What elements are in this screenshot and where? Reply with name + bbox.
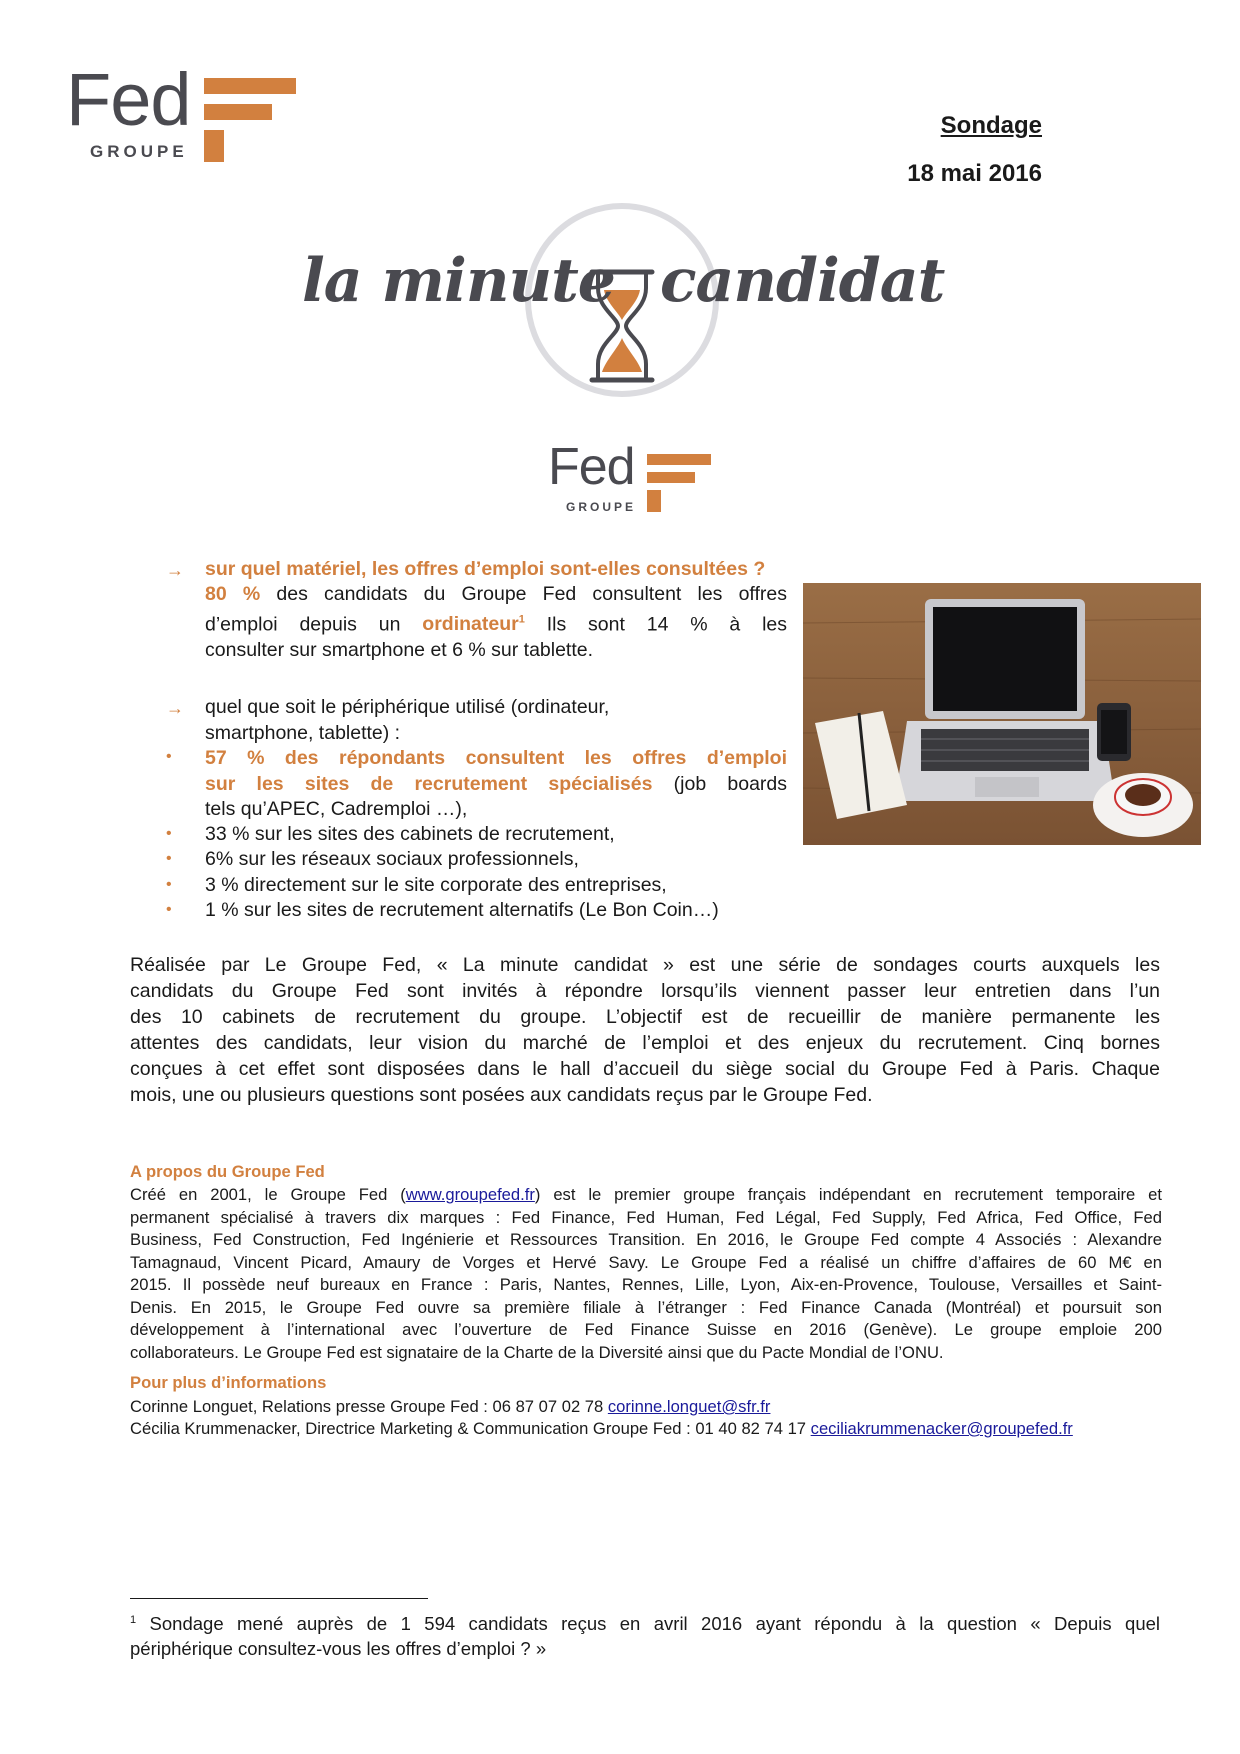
- q1-body: [205, 582, 787, 663]
- footnote-ref: 1: [518, 613, 525, 626]
- about-line: Denis. En 2015, le Groupe Fed ouvre sa première filiale à l’étranger : Fed Finance Canada (Montréal) et poursuit son: [130, 1297, 1162, 1317]
- q2-bullet-1-rest: (job boards: [673, 772, 787, 795]
- q2-bullet-5: 1 % sur les sites de recrutement alternatifs (Le Bon Coin…): [205, 899, 719, 921]
- about-heading: A propos du Groupe Fed: [130, 1162, 325, 1181]
- document-date: 18 mai 2016: [907, 160, 1042, 187]
- fed-f-mark-icon: [204, 78, 296, 162]
- footnote-line-1-text: Sondage mené auprès de 1 594 candidats reçus en avril 2016 ayant répondu à la question « Depuis quel: [149, 1613, 1161, 1635]
- about-line: Business, Fed Construction, Fed Ingénierie et Ressources Transition. En 2016, le Groupe Fed compte 4 Associés : Alexandre: [130, 1230, 1162, 1249]
- about-line: Tamagnaud, Vincent Picard, Amaury de Vorges et Hervé Savy. Le Groupe Fed a réalisé un chiffre d’affaires de 60 M€ en: [130, 1252, 1162, 1272]
- q1-line-3: consulter sur smartphone et 6 % sur tablette.: [205, 638, 594, 661]
- bullet-icon: •: [166, 825, 172, 842]
- q2-line-2: smartphone, tablette) :: [205, 722, 401, 744]
- intro-line: candidats du Groupe Fed sont invités à répondre lorsqu’ils viennent passer leur entretien dans l’un: [130, 980, 1160, 1002]
- header-logo-wordmark: Fed: [66, 58, 191, 141]
- q2-bullet-1-line-3: tels qu’APEC, Cadremploi …),: [205, 798, 468, 820]
- q1-device-text: ordinateur: [422, 613, 519, 635]
- footnote-divider: [130, 1598, 428, 1599]
- q2-bullet-4: 3 % directement sur le site corporate des entreprises,: [205, 874, 667, 896]
- q1-line-2-pre: d’emploi depuis un: [205, 613, 401, 635]
- about-line: collaborateurs. Le Groupe Fed est signataire de la Charte de la Diversité ainsi que du Pacte Mondial de l’ONU.: [130, 1342, 944, 1362]
- banner-brand-subtitle: GROUPE: [566, 500, 637, 514]
- q1-device: [422, 613, 525, 635]
- q2-bullet-1-line-1: 57 % des répondants consultent les offres d’emploi: [205, 747, 787, 769]
- laptop-photo: [803, 583, 1201, 845]
- intro-line: attentes des candidats, leur vision du marché de l’emploi et des enjeux du recrutement. Cinq bornes: [130, 1032, 1160, 1054]
- header-logo-subtitle: GROUPE: [90, 142, 188, 161]
- about-line: 2015. Il possède neuf bureaux en France : Paris, Nantes, Rennes, Lille, Lyon, Aix-en-Provence, Toulouse, Versailles et Saint-: [130, 1275, 1162, 1294]
- about-paragraph: [130, 1184, 1162, 1364]
- contact-1-text: Corinne Longuet, Relations presse Groupe Fed : 06 87 07 02 78: [130, 1397, 608, 1416]
- bullet-icon: •: [166, 748, 172, 765]
- q1-line-1: [205, 582, 787, 608]
- q1-title: sur quel matériel, les offres d’emploi sont-elles consultées ?: [205, 558, 766, 580]
- contact-line-1: [130, 1396, 770, 1418]
- header-logo: [66, 60, 296, 170]
- document-type: Sondage: [940, 112, 1042, 139]
- banner-title-left: la minute: [302, 246, 615, 316]
- bullet-icon: •: [166, 876, 172, 893]
- banner-title-right: candidat: [660, 246, 945, 316]
- intro-line: des 10 cabinets de recrutement du groupe. L’objectif est de recueillir de manière permanente les: [130, 1006, 1160, 1028]
- contact-line-2: [130, 1418, 1073, 1440]
- about-line: développement à l’international avec l’ouverture de Fed Finance Suisse en 2016 (Genève). Le groupe emploie 200: [130, 1320, 1162, 1339]
- q1-line-1-text: des candidats du Groupe Fed consultent les offres: [276, 583, 787, 605]
- footnote-line-2: périphérique consultez-vous les offres d’emploi ? »: [130, 1638, 547, 1660]
- footnote-line-1: [130, 1608, 1160, 1636]
- q2-bullet-1-line-2: [205, 772, 787, 798]
- bullet-icon: •: [166, 850, 172, 867]
- contact-heading: Pour plus d’informations: [130, 1373, 327, 1392]
- banner-f-mark-icon: [647, 454, 711, 512]
- intro-line: conçues à cet effet sont disposées dans le hall d’accueil du siège social du Groupe Fed à Paris. Chaque: [130, 1058, 1160, 1080]
- website-link[interactable]: www.groupefed.fr: [405, 1185, 535, 1204]
- footnote-number: 1: [130, 1614, 137, 1626]
- contact-2-email-link[interactable]: ceciliakrummenacker@groupefed.fr: [810, 1419, 1073, 1438]
- footnote: [130, 1608, 1160, 1661]
- q2-line-1: quel que soit le périphérique utilisé (ordinateur,: [205, 696, 610, 718]
- arrow-icon: →: [166, 560, 184, 580]
- about-line-1-pre: Créé en 2001, le Groupe Fed (: [130, 1185, 406, 1204]
- q2-bullet-1: [205, 746, 787, 823]
- contact-2-text: Cécilia Krummenacker, Directrice Marketing & Communication Groupe Fed : 01 40 82 74 17: [130, 1419, 811, 1438]
- about-line: permanent spécialisé à travers dix marques : Fed Finance, Fed Human, Fed Légal, Fed Supply, Fed Africa, Fed Office, Fed: [130, 1207, 1162, 1227]
- intro-line: Réalisée par Le Groupe Fed, « La minute candidat » est une série de sondages courts auxquels les: [130, 954, 1160, 976]
- q2-bullet-1-emph: sur les sites de recrutement spécialisés: [205, 772, 653, 795]
- contact-1-email-link[interactable]: corinne.longuet@sfr.fr: [607, 1397, 771, 1416]
- intro-line: mois, une ou plusieurs questions sont posées aux candidats reçus par le Groupe Fed.: [130, 1084, 873, 1106]
- q1-line-2: [205, 608, 787, 638]
- bullet-icon: •: [166, 901, 172, 918]
- about-line-1-post: ) est le premier groupe français indépendant en recrutement temporaire et: [534, 1185, 1162, 1204]
- banner-logo: [290, 200, 950, 520]
- about-line-1: [130, 1184, 1162, 1207]
- q2-bullet-3: 6% sur les réseaux sociaux professionnels,: [205, 848, 579, 870]
- banner-brand-wordmark: Fed: [548, 438, 635, 496]
- q2-bullet-2: 33 % sur les sites des cabinets de recrutement,: [205, 823, 615, 845]
- intro-paragraph: [130, 952, 1160, 1108]
- arrow-icon: →: [166, 698, 184, 718]
- q1-pct: 80 %: [205, 583, 261, 605]
- q1-line-2-post: Ils sont 14 % à les: [546, 613, 788, 635]
